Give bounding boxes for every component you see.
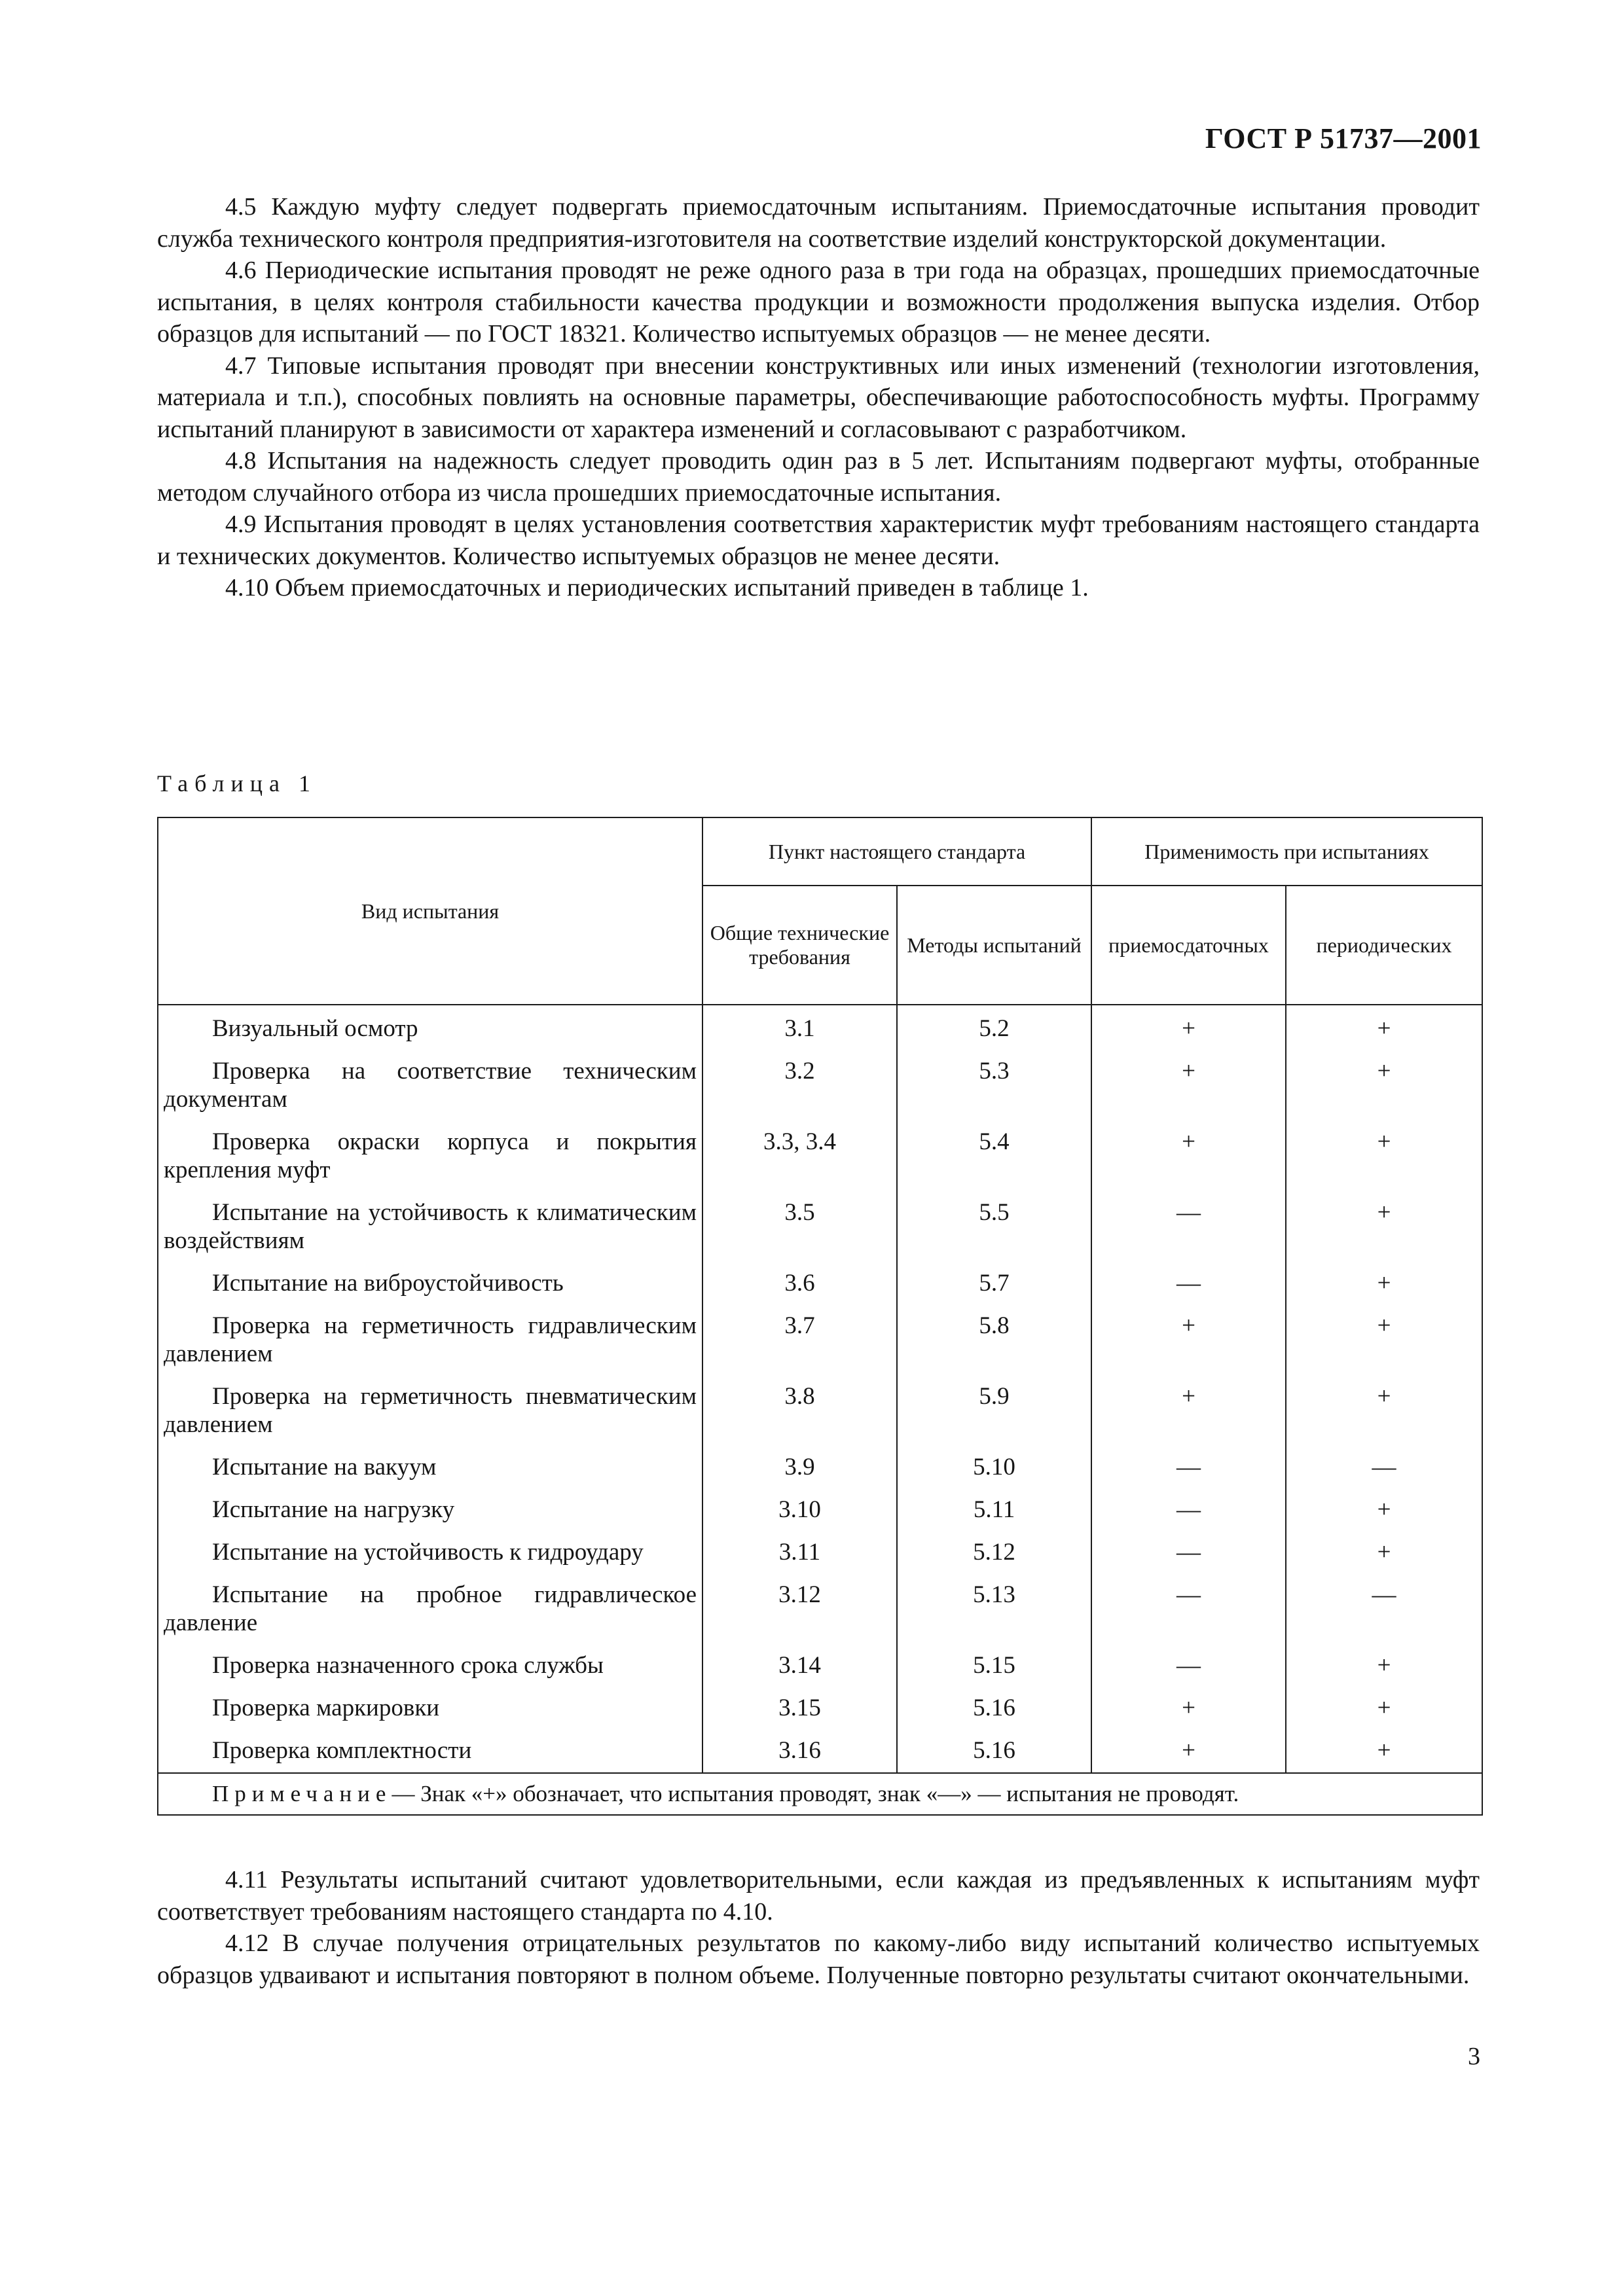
paragraph-4-12: 4.12 В случае получения отрицательных результатов по какому-либо виду испытаний количество испытуемых образцов удваивают и испытания повторяют в полном объеме. Полученные повторно результаты считают окончательными. [157,1929,1480,1989]
test-name-cell: Испытание на устойчивость к гидроудару [158,1538,702,1581]
note-text: — Знак «+» обозначает, что испытания проводят, знак «—» — испытания не проводят. [392,1781,1239,1806]
table-row [158,1312,1482,1382]
test-name-cell: Визуальный осмотр [158,1005,702,1057]
periodic-cell: + [1286,1128,1482,1198]
acceptance-cell: + [1091,1312,1286,1382]
periodic-cell: + [1286,1538,1482,1581]
acceptance-cell: — [1091,1453,1286,1496]
acceptance-cell: + [1091,1694,1286,1736]
test-method-cell: 5.2 [897,1005,1091,1057]
table-row [158,1496,1482,1538]
page-number: 3 [1468,2043,1480,2070]
periodic-cell: — [1286,1453,1482,1496]
header-acceptance: приемосдаточных [1091,886,1286,1005]
general-requirements-cell: 3.15 [702,1694,897,1736]
periodic-cell: + [1286,1496,1482,1538]
general-requirements-cell: 3.14 [702,1651,897,1694]
test-method-cell: 5.11 [897,1496,1091,1538]
test-name-cell: Проверка на герметичность гидравлическим давлением [158,1312,702,1382]
table-row [158,1453,1482,1496]
periodic-cell: + [1286,1736,1482,1773]
periodic-cell: + [1286,1269,1482,1312]
table-row [158,1057,1482,1128]
table-row [158,1538,1482,1581]
test-method-cell: 5.7 [897,1269,1091,1312]
general-requirements-cell: 3.11 [702,1538,897,1581]
general-requirements-cell: 3.16 [702,1736,897,1773]
paragraph-4-11: 4.11 Результаты испытаний считают удовлетворительными, если каждая из предъявленных к испытаниям муфт соответствует требованиям настоящего стандарта по 4.10. [157,1866,1480,1926]
test-name-cell: Испытание на устойчивость к климатическим воздействиям [158,1198,702,1269]
general-requirements-cell: 3.5 [702,1198,897,1269]
general-requirements-cell: 3.12 [702,1581,897,1651]
acceptance-cell: — [1091,1269,1286,1312]
header-general-requirements: Общие технические требования [702,886,897,1005]
acceptance-cell: + [1091,1128,1286,1198]
table-row [158,1382,1482,1453]
periodic-cell: — [1286,1581,1482,1651]
acceptance-cell: — [1091,1651,1286,1694]
note-label: Примечание [212,1781,392,1806]
general-requirements-cell: 3.8 [702,1382,897,1453]
test-method-cell: 5.15 [897,1651,1091,1694]
table-row [158,1269,1482,1312]
acceptance-cell: — [1091,1496,1286,1538]
test-name-cell: Испытание на виброустойчивость [158,1269,702,1312]
test-method-cell: 5.3 [897,1057,1091,1128]
general-requirements-cell: 3.7 [702,1312,897,1382]
paragraph-4-5: 4.5 Каждую муфту следует подвергать приемосдаточным испытаниям. Приемосдаточные испытания проводит служба технического контроля предприятия-изготовителя на соответствие изделий конструкторской документации. [157,193,1480,253]
test-method-cell: 5.9 [897,1382,1091,1453]
test-method-cell: 5.5 [897,1198,1091,1269]
table-row [158,1694,1482,1736]
table-body [158,1005,1482,1773]
table-row [158,1736,1482,1773]
acceptance-cell: + [1091,1736,1286,1773]
table-row [158,1128,1482,1198]
general-requirements-cell: 3.9 [702,1453,897,1496]
header-clause-group: Пункт настоящего стандарта [702,817,1091,886]
acceptance-cell: — [1091,1198,1286,1269]
test-name-cell: Проверка назначенного срока службы [158,1651,702,1694]
body-text-top [157,191,1480,604]
paragraph-4-9: 4.9 Испытания проводят в целях установления соответствия характеристик муфт требованиям настоящего стандарта и технических документов. Количество испытуемых образцов не менее десяти. [157,511,1480,570]
header-test-methods: Методы испытаний [897,886,1091,1005]
test-name-cell: Испытание на вакуум [158,1453,702,1496]
acceptance-cell: — [1091,1581,1286,1651]
test-method-cell: 5.12 [897,1538,1091,1581]
test-name-cell: Испытание на пробное гидравлическое давление [158,1581,702,1651]
periodic-cell: + [1286,1057,1482,1128]
document-code: ГОСТ Р 51737—2001 [1205,122,1482,154]
table-note [158,1773,1482,1815]
test-method-cell: 5.16 [897,1694,1091,1736]
header-periodic: периодических [1286,886,1482,1005]
header-applicability-group: Применимость при испытаниях [1091,817,1482,886]
periodic-cell: + [1286,1312,1482,1382]
general-requirements-cell: 3.1 [702,1005,897,1057]
acceptance-cell: + [1091,1005,1286,1057]
header-test-type: Вид испытания [158,817,702,1005]
general-requirements-cell: 3.3, 3.4 [702,1128,897,1198]
test-method-cell: 5.4 [897,1128,1091,1198]
periodic-cell: + [1286,1382,1482,1453]
table-row [158,1581,1482,1651]
table-caption: Таблица 1 [157,770,317,797]
general-requirements-cell: 3.6 [702,1269,897,1312]
test-method-cell: 5.10 [897,1453,1091,1496]
paragraph-4-6: 4.6 Периодические испытания проводят не реже одного раза в три года на образцах, прошедших приемосдаточные испытания, в целях контроля стабильности качества продукции и возможности продолжения выпуска изделия. Отбор образцов для испытаний — по ГОСТ 18321. Количество испытуемых образцов — не менее десяти. [157,257,1480,348]
table-row [158,1198,1482,1269]
test-name-cell: Проверка комплектности [158,1736,702,1773]
test-name-cell: Проверка окраски корпуса и покрытия крепления муфт [158,1128,702,1198]
periodic-cell: + [1286,1198,1482,1269]
table-row [158,1651,1482,1694]
test-name-cell: Проверка на соответствие техническим документам [158,1057,702,1128]
paragraph-4-10: 4.10 Объем приемосдаточных и периодических испытаний приведен в таблице 1. [225,574,1089,601]
periodic-cell: + [1286,1005,1482,1057]
acceptance-cell: — [1091,1538,1286,1581]
periodic-cell: + [1286,1651,1482,1694]
test-method-cell: 5.16 [897,1736,1091,1773]
test-scope-table [157,817,1483,1816]
paragraph-4-7: 4.7 Типовые испытания проводят при внесении конструктивных или иных изменений (технологии изготовления, материала и т.п.), способных повлиять на основные параметры, обеспечивающие работоспособность муфты. Программу испытаний планируют в зависимости от характера изменений и согласовывают с разработчиком. [157,351,1480,443]
paragraph-4-8: 4.8 Испытания на надежность следует проводить один раз в 5 лет. Испытаниям подвергают муфты, отобранные методом случайного отбора из числа прошедших приемосдаточные испытания. [157,447,1480,507]
test-method-cell: 5.8 [897,1312,1091,1382]
table-row [158,1005,1482,1057]
general-requirements-cell: 3.2 [702,1057,897,1128]
acceptance-cell: + [1091,1057,1286,1128]
test-name-cell: Проверка маркировки [158,1694,702,1736]
general-requirements-cell: 3.10 [702,1496,897,1538]
body-text-bottom [157,1864,1480,1991]
test-name-cell: Испытание на нагрузку [158,1496,702,1538]
periodic-cell: + [1286,1694,1482,1736]
acceptance-cell: + [1091,1382,1286,1453]
test-name-cell: Проверка на герметичность пневматическим давлением [158,1382,702,1453]
test-method-cell: 5.13 [897,1581,1091,1651]
